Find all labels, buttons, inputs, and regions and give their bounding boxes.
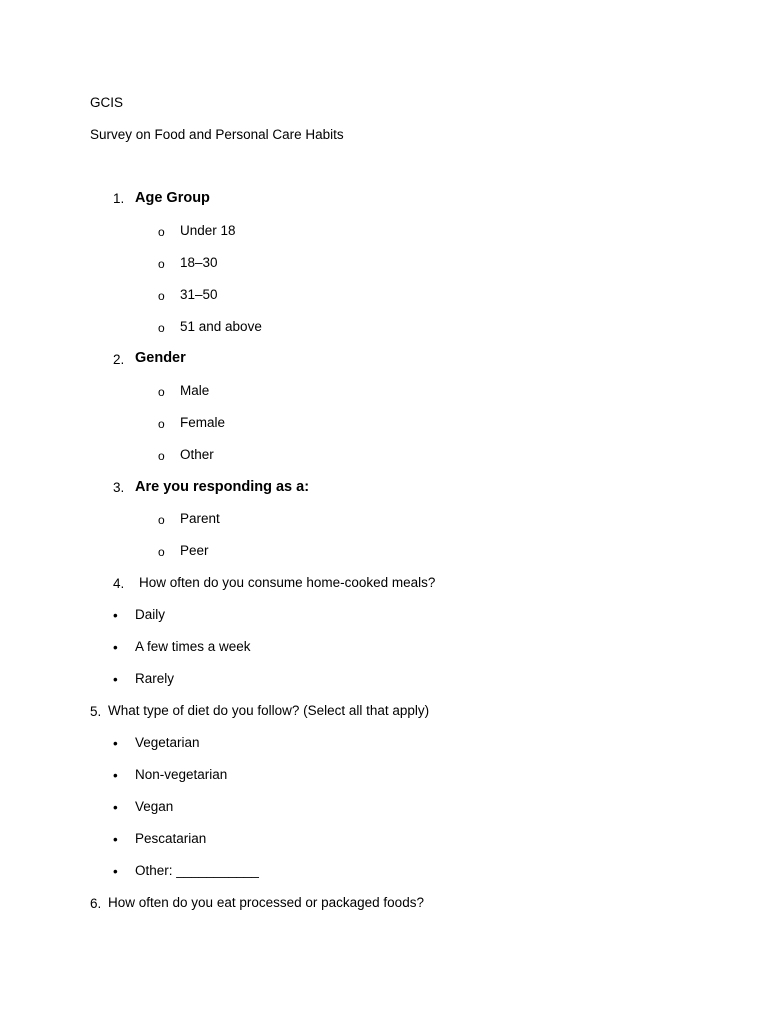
q4-option-bullet: • [113, 608, 118, 623]
q2-option-marker: o [158, 385, 165, 399]
q5-option-bullet: • [113, 736, 118, 751]
q3-option-marker: o [158, 513, 165, 527]
q1-number: 1. [113, 191, 125, 206]
survey-title: Survey on Food and Personal Care Habits [90, 127, 344, 142]
q4-option-bullet: • [113, 672, 118, 687]
q5-option-bullet: • [113, 864, 118, 879]
q1-option-marker: o [158, 289, 165, 303]
q2-option: Female [180, 415, 226, 430]
q5-option: Other: ___________ [135, 863, 259, 878]
q3-option: Peer [180, 543, 209, 558]
q1-option: 18–30 [180, 255, 218, 270]
q5-option-bullet: • [113, 768, 118, 783]
q5-number: 5. [90, 704, 102, 719]
q3-number: 3. [113, 480, 125, 495]
q5-option-bullet: • [113, 800, 118, 815]
q4-option: Rarely [135, 671, 175, 686]
q5-option: Vegan [135, 799, 174, 814]
q3-text: Are you responding as a: [135, 479, 310, 495]
q4-option: A few times a week [135, 639, 251, 654]
q1-option-marker: o [158, 257, 165, 271]
q1-option-marker: o [158, 321, 165, 335]
q2-option: Other [180, 447, 214, 462]
q4-option-bullet: • [113, 640, 118, 655]
q1-option: 51 and above [180, 319, 262, 334]
q5-option-bullet: • [113, 832, 118, 847]
q5-option: Pescatarian [135, 831, 207, 846]
q4-number: 4. [113, 576, 125, 591]
q6-number: 6. [90, 896, 102, 911]
org-name: GCIS [90, 95, 124, 110]
q1-option: Under 18 [180, 223, 236, 238]
q1-text: Age Group [135, 190, 210, 206]
q1-option-marker: o [158, 225, 165, 239]
q3-option: Parent [180, 511, 220, 526]
q3-option-marker: o [158, 545, 165, 559]
q2-option-marker: o [158, 417, 165, 431]
q2-option-marker: o [158, 449, 165, 463]
q5-text: What type of diet do you follow? (Select all that apply) [108, 703, 430, 718]
q5-option: Vegetarian [135, 735, 200, 750]
q5-option: Non-vegetarian [135, 767, 228, 782]
q2-text: Gender [135, 350, 186, 366]
q4-option: Daily [135, 607, 166, 622]
q2-number: 2. [113, 352, 125, 367]
q4-text: How often do you consume home-cooked meals? [139, 575, 436, 590]
q2-option: Male [180, 383, 210, 398]
q1-option: 31–50 [180, 287, 218, 302]
q6-text: How often do you eat processed or packaged foods? [108, 895, 424, 910]
